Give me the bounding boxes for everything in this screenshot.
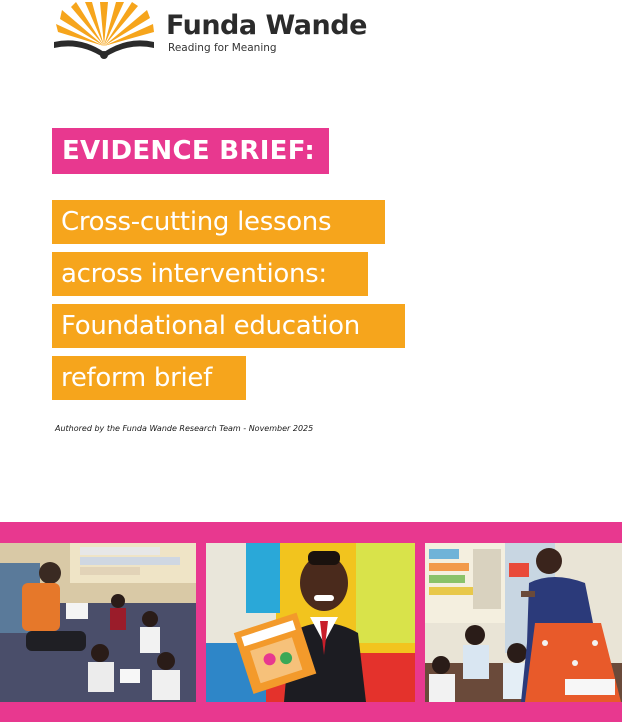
evidence-brief-label: EVIDENCE BRIEF: (52, 128, 329, 174)
title-line-2: across interventions: (52, 252, 368, 296)
classroom-reading-photo (0, 543, 196, 702)
teacher-with-pupils-photo (425, 543, 622, 702)
title-line-4: reform brief (52, 356, 246, 400)
author-byline: Authored by the Funda Wande Research Team - November 2025 (55, 424, 314, 433)
open-book-sunburst-icon (52, 2, 156, 62)
brand-name: Funda Wande (166, 10, 367, 41)
title-line-3: Foundational education (52, 304, 405, 348)
funda-wande-logo (52, 2, 372, 64)
brand-tagline: Reading for Meaning (168, 42, 277, 54)
title-line-1: Cross-cutting lessons (52, 200, 385, 244)
smiling-student-photo (206, 543, 415, 702)
